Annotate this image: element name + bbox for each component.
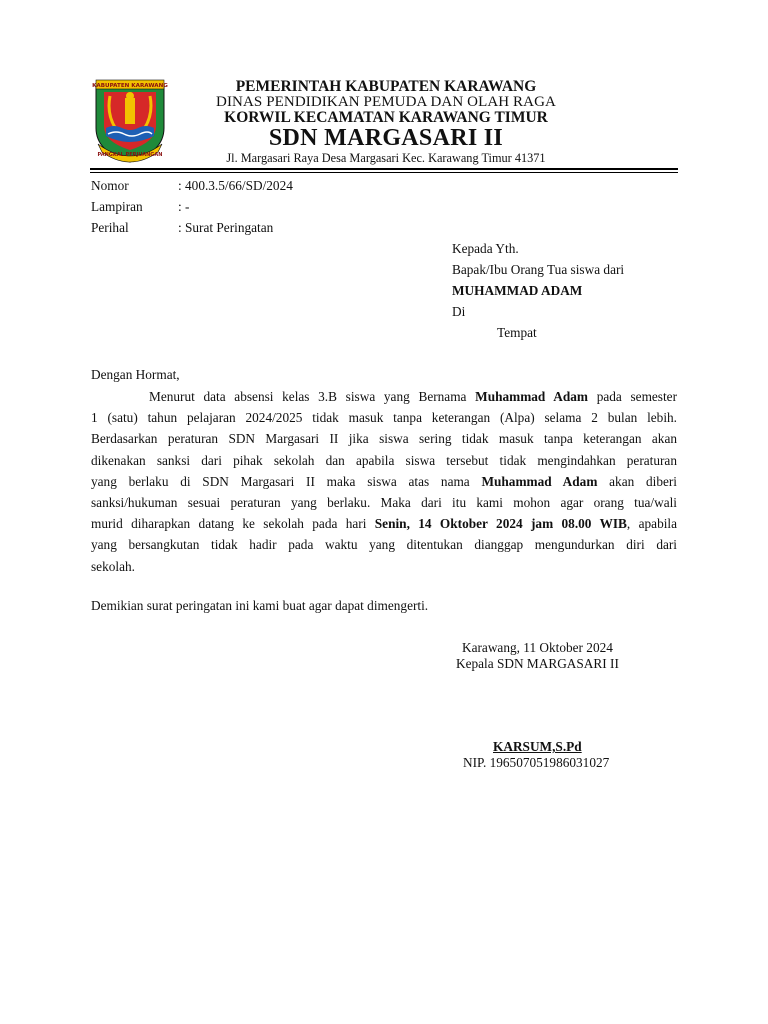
- perihal-value: : Surat Peringatan: [178, 220, 274, 235]
- letterhead-divider-thin: [90, 172, 678, 173]
- recipient-description: Bapak/Ibu Orang Tua siswa dari: [452, 262, 625, 277]
- body-text: , apabila: [626, 516, 678, 532]
- body-line: Berdasarkan peraturan SDN Margasari II jika siswa sering tidak masuk tanpa keterangan akan: [91, 431, 677, 447]
- lampiran-label: Lampiran: [91, 199, 143, 214]
- recipient-di: Di: [452, 304, 466, 319]
- lampiran-value: : -: [178, 199, 190, 214]
- student-name-bold: Muhammad Adam: [481, 473, 598, 489]
- body-text: yang berlaku di SDN Margasari II maka siswa atas nama: [91, 473, 482, 489]
- karawang-regency-emblem: [92, 76, 168, 164]
- letterhead-government: PEMERINTAH KABUPATEN KARAWANG: [235, 78, 537, 95]
- body-line: sekolah.: [91, 558, 135, 574]
- letterhead-department: DINAS PENDIDIKAN PEMUDA DAN OLAH RAGA: [216, 94, 556, 110]
- meeting-datetime-bold: Senin, 14 Oktober 2024 jam 08.00 WIB: [374, 516, 627, 532]
- salutation: Dengan Hormat,: [91, 367, 180, 382]
- body-line: yang bersangkutan tidak hadir pada waktu yang ditentukan dianggap mengundurkan diri dari: [91, 537, 677, 553]
- body-text: akan diberi: [597, 473, 678, 489]
- recipient-greeting: Kepada Yth.: [452, 241, 519, 256]
- nomor-value: : 400.3.5/66/SD/2024: [178, 178, 293, 193]
- perihal-label: Perihal: [91, 220, 129, 235]
- signatory-name: KARSUM,S.Pd: [493, 739, 582, 754]
- body-text: Menurut data absensi kelas 3.B siswa yang Bernama: [149, 389, 476, 404]
- body-text: pada semester: [588, 389, 678, 404]
- closing-sentence: Demikian surat peringatan ini kami buat agar dapat dimengerti.: [91, 598, 429, 613]
- body-line: [91, 513, 677, 534]
- body-line: dikenakan sanksi dari pihak sekolah dan apabila siswa tersebut tidak mengindahkan peraturan: [91, 452, 677, 468]
- signatory-nip: NIP. 196507051986031027: [463, 755, 610, 770]
- recipient-student-name: MUHAMMAD ADAM: [452, 283, 583, 298]
- recipient-tempat: Tempat: [497, 325, 537, 340]
- letterhead-district: KORWIL KECAMATAN KARAWANG TIMUR: [224, 109, 548, 126]
- logo-top-text: KABUPATEN KARAWANG: [92, 83, 168, 89]
- nomor-label: Nomor: [91, 178, 129, 193]
- body-line: 1 (satu) tahun pelajaran 2024/2025 tidak masuk tanpa keterangan (Alpa) selama 2 bulan lebih.: [91, 410, 677, 426]
- letterhead-divider-thick: [90, 168, 678, 170]
- letter-body-paragraph: [91, 386, 677, 577]
- logo-bottom-text: PANGKAL PERJUANGAN: [97, 152, 163, 158]
- body-line: sanksi/hukuman sesuai peraturan yang berlaku. Maka dari itu kami mohon agar orang tua/wali: [91, 495, 677, 511]
- letterhead-address: Jl. Margasari Raya Desa Margasari Kec. Karawang Timur 41371: [226, 151, 546, 165]
- student-name-bold: Muhammad Adam: [475, 389, 589, 404]
- body-text: murid diharapkan datang ke sekolah pada hari: [91, 516, 375, 532]
- letterhead-school-name: SDN MARGASARI II: [268, 125, 504, 151]
- signature-place-date: Karawang, 11 Oktober 2024: [462, 640, 613, 655]
- body-line: [91, 386, 677, 407]
- signature-title: Kepala SDN MARGASARI II: [456, 656, 619, 671]
- body-line: [91, 471, 677, 492]
